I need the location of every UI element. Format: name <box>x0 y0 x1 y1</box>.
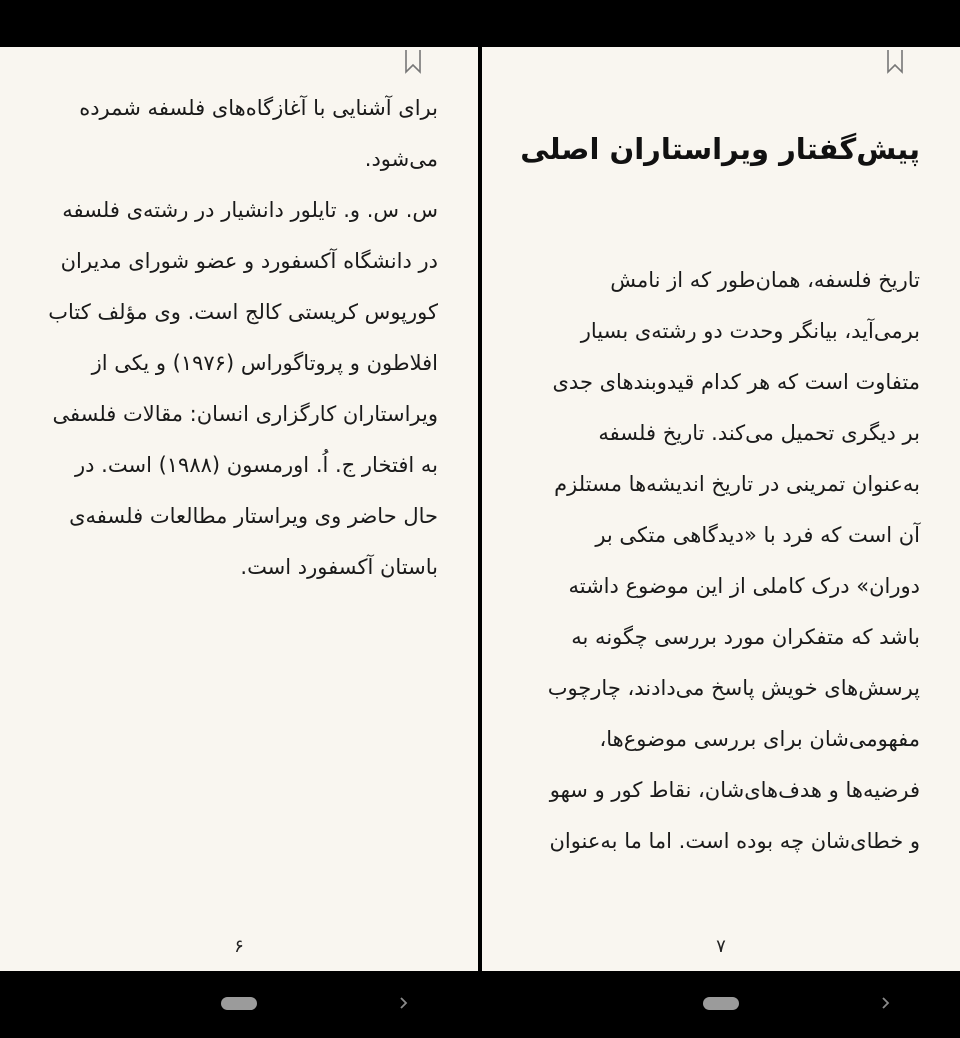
navigation-bar <box>482 971 960 1038</box>
right-phone-screen <box>482 0 960 1038</box>
home-pill-button[interactable] <box>221 997 257 1010</box>
bookmark-icon[interactable] <box>886 50 904 74</box>
book-page-left[interactable] <box>0 47 478 971</box>
page-number: ۶ <box>234 936 244 957</box>
page-text <box>520 119 920 867</box>
chevron-right-icon[interactable] <box>398 995 410 1011</box>
book-page-right[interactable] <box>482 47 960 971</box>
chapter-title: پیش‌گفتار ویراستاران اصلی <box>520 132 920 166</box>
page-number: ۷ <box>716 936 726 957</box>
status-bar <box>0 0 478 47</box>
page-text <box>38 83 438 593</box>
left-phone-screen <box>0 0 478 1038</box>
paragraph: س. س. و. تایلور دانشیار در رشته‌ی فلسفه در دانشگاه آکسفورد و عضو شورای مدیران کورپوس کریستی کالج است. وی مؤلف کتاب افلاطون و پروتاگوراس (۱۹۷۶) و یکی از ویراستاران کارگزاری انسان: مقالات فلسفی به افتخار ج. اُ. اورمسون (۱۹۸۸) است. در حال حاضر وی ویراستار مطالعات فلسفه‌ی باستان آکسفورد است. <box>48 198 438 579</box>
paragraph: تاریخ فلسفه، همان‌طور که از نامش برمی‌آید، بیانگر وحدت دو رشته‌ی بسیار متفاوت است که هر کدام قیدوبندهای جدی بر دیگری تحمیل می‌کند. تاریخ فلسفه به‌عنوان تمرینی در تاریخ اندیشه‌ها مستلزم آن است که فرد با «دیدگاهی متکی بر دوران» درک کاملی از این موضوع داشته باشد که متفکران مورد بررسی چگونه به پرسش‌های خویش پاسخ می‌دادند، چارچوب مفهومی‌شان برای بررسی موضوع‌ها، فرضیه‌ها و هدف‌های‌شان، نقاط کور و سهو و خطای‌شان چه بوده است. اما ما به‌عنوان <box>547 268 920 853</box>
status-bar <box>482 0 960 47</box>
home-pill-button[interactable] <box>703 997 739 1010</box>
chevron-right-icon[interactable] <box>880 995 892 1011</box>
paragraph: برای آشنایی با آغازگاه‌های فلسفه شمرده می‌شود. <box>79 96 438 171</box>
bookmark-icon[interactable] <box>404 50 422 74</box>
navigation-bar <box>0 971 478 1038</box>
